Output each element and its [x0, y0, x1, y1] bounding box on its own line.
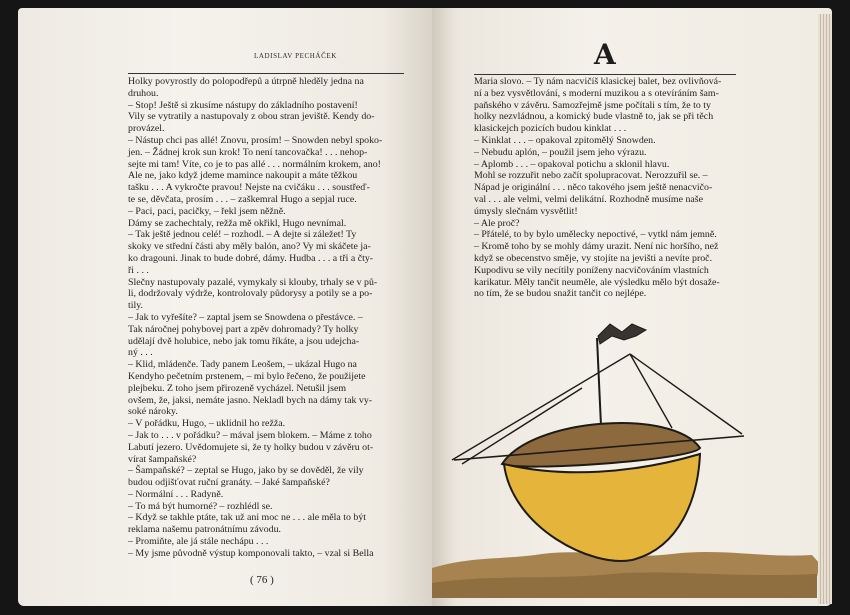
text-line: Kupodivu se vily necítily poníženy nacvičováním vlastních — [474, 264, 709, 276]
text-line: provázel. — [128, 123, 165, 135]
text-line: ko dragouni. Jinak to bude dobré, dámy. Hudba . . . a tři a čty- — [128, 252, 374, 264]
text-line: budou odjišťovat ruční granáty. – Jaké šampaňské? — [128, 477, 330, 489]
text-line: soké nároky. — [128, 406, 178, 418]
text-line: ři . . . — [128, 264, 149, 276]
text-line: Kendyho pečetním prstenem, – mi bylo řečeno, že použijete — [128, 370, 366, 382]
text-line: – Paci, paci, pacičky, – řekl jsem něžně. — [128, 205, 286, 217]
text-line: udělají dvě holubice, nebo jak tomu říkáte, a jsou udejcha- — [128, 335, 360, 347]
text-line: te se, děvčata, prosím . . . – zaškemral Hugo a sepjal ruce. — [128, 193, 357, 205]
text-line: holky nezvládnou, a komický bude vlastně to, jak se při těch — [474, 111, 714, 123]
text-line: Mohl se rozzuřit nebo začít spolupracovat. Nerozzuřil se. – — [474, 170, 708, 182]
text-line: Nápad je originální . . . něco takového jsem ještě nenacvičo- — [474, 182, 713, 194]
text-line: – Aplomb . . . – opakoval potichu a sklonil hlavu. — [474, 158, 670, 170]
text-line: Dámy se zachechtaly, režža mě okřikl, Hugo nevnímal. — [128, 217, 347, 229]
text-line: – My jsme původně výstup komponovali takto, – vzal si Bella — [128, 547, 374, 559]
text-line: tily. — [128, 300, 143, 312]
text-line: Labutí jezero. Uvědomujete si, že ty holky budou v závěru ot- — [128, 441, 374, 453]
text-line: – Kromě toho by se mohly dámy urazit. Není nic horšího, než — [474, 241, 719, 253]
text-line: – Přátelé, to by bylo umělecky nepoctivé, – vytkl nám jemně. — [474, 229, 717, 241]
deck — [502, 423, 700, 467]
running-header-author: LADISLAV PECHÁČEK — [254, 52, 337, 60]
text-line: ovšem, že, jaksi, nemáte jasno. Nekladl bych na dámy tak vy- — [128, 394, 373, 406]
text-line: – V pořádku, Hugo, – uklidnil ho režža. — [128, 418, 286, 430]
text-line: – Normální . . . Radyně. — [128, 488, 224, 500]
text-line: reklama našemu patronátnímu závodu. — [128, 524, 282, 536]
text-line: když se obecenstvo směje, vy stojíte na jevišti a nevíte proč. — [474, 252, 713, 264]
text-line: karikatur. Měly tančit neuměle, ale výsledku mělo být dosaže- — [474, 276, 720, 288]
text-line: – Ale proč? — [474, 217, 520, 229]
text-line: ný . . . — [128, 347, 153, 359]
text-line: – Šampaňské? – zeptal se Hugo, jako by se dověděl, že vily — [128, 465, 364, 477]
text-line: – Tak ještě jednou celé! – rozhodl. – A dejte si záležet! Ty — [128, 229, 357, 241]
text-line: skoky ve střední části aby měly balón, ano? Vy mi skáčete ja- — [128, 241, 371, 253]
text-line: paňského v závěru. Samozřejmě jsme počítali s tím, že to ty — [474, 99, 711, 111]
running-header-title: A — [594, 38, 616, 71]
text-line: vírat šampaňské? — [128, 453, 197, 465]
header-rule — [128, 73, 404, 74]
text-line: úmysly slečnám vysvětlit! — [474, 205, 578, 217]
text-line: val . . . ale velmi, velmi delikátní. Rozhodně musíme naše — [474, 193, 703, 205]
text-line: – Jak to vyřešíte? – zaptal jsem se Snowdena o přestávce. – — [128, 311, 363, 323]
boat-illustration — [432, 8, 832, 606]
right-page — [432, 8, 832, 606]
text-line: ní a bez vysvětlování, s moderní muzikou a s otevíráním šam- — [474, 87, 719, 99]
text-line: – Nebudu aplón, – použil jsem jeho výrazu. — [474, 146, 647, 158]
text-line: Ale ne, jako když jdeme mamince nakoupit a máte těžkou — [128, 170, 358, 182]
text-line: druhou. — [128, 87, 159, 99]
text-line: Vily se vytratily a nastupovaly z obou stran jeviště. Kendy do- — [128, 111, 375, 123]
text-line: – Promiňte, ale já stále nechápu . . . — [128, 536, 269, 548]
text-line: Tak náročnej pohybovej part a zpěv dohromady? Ty holky — [128, 323, 359, 335]
text-line: – Nástup chci pas allé! Znovu, prosím! – Snowden nebyl spoko- — [128, 134, 383, 146]
left-page — [18, 8, 432, 606]
text-line: – To má být humorné? – rozhlédl se. — [128, 500, 273, 512]
text-line: – Stop! Ještě si zkusíme nástupy do základního postavení! — [128, 99, 358, 111]
text-line: jen. – Žádnej krok sun krok! To není tancovačka! . . . nehop- — [128, 146, 368, 158]
left-page-text — [128, 76, 404, 560]
text-line: li, dodržovaly výdrže, kontrolovaly půdorysy a potily se a po- — [128, 288, 373, 300]
text-line: – Kinklat . . . – opakoval zpitomělý Snowden. — [474, 134, 656, 146]
text-line: plejbeku. Z toho jsem přirozeně vycházel. Netušil jsem — [128, 382, 347, 394]
text-line: sejte mi tam! Víte, co je to pas allé . . . normálním krokem, ano! — [128, 158, 381, 170]
flag — [598, 324, 646, 344]
text-line: Slečny nastupovaly pazalé, vymykaly si klouby, trhaly se v pů- — [128, 276, 378, 288]
sail-rope-right — [630, 354, 742, 434]
text-line: tašku . . . A vykročte pravou! Nejste na cvičáku . . . soustřeď- — [128, 182, 370, 194]
text-line: klasickejch pozicích budou kinklat . . . — [474, 123, 627, 135]
text-line: – Jak to . . . v pořádku? – mával jsem blokem. – Máme z toho — [128, 429, 372, 441]
open-book — [10, 8, 842, 608]
text-line: – Když se takhle ptáte, tak už ani moc ne . . . ale měla to být — [128, 512, 367, 524]
text-line: Maria slovo. – Ty nám nacvičíš klasickej balet, bez ovlivňová- — [474, 76, 722, 87]
page-edges — [818, 14, 832, 604]
text-line: – Klid, mládenče. Tady panem Leošem, – ukázal Hugo na — [128, 359, 357, 371]
text-line: no tím, že se budou snažit tančit co nejlépe. — [474, 288, 647, 300]
page-number: ( 76 ) — [250, 574, 274, 586]
hull — [504, 454, 700, 561]
text-line: Holky povyrostly do polopodřepů a útrpně hleděly jedna na — [128, 76, 364, 87]
